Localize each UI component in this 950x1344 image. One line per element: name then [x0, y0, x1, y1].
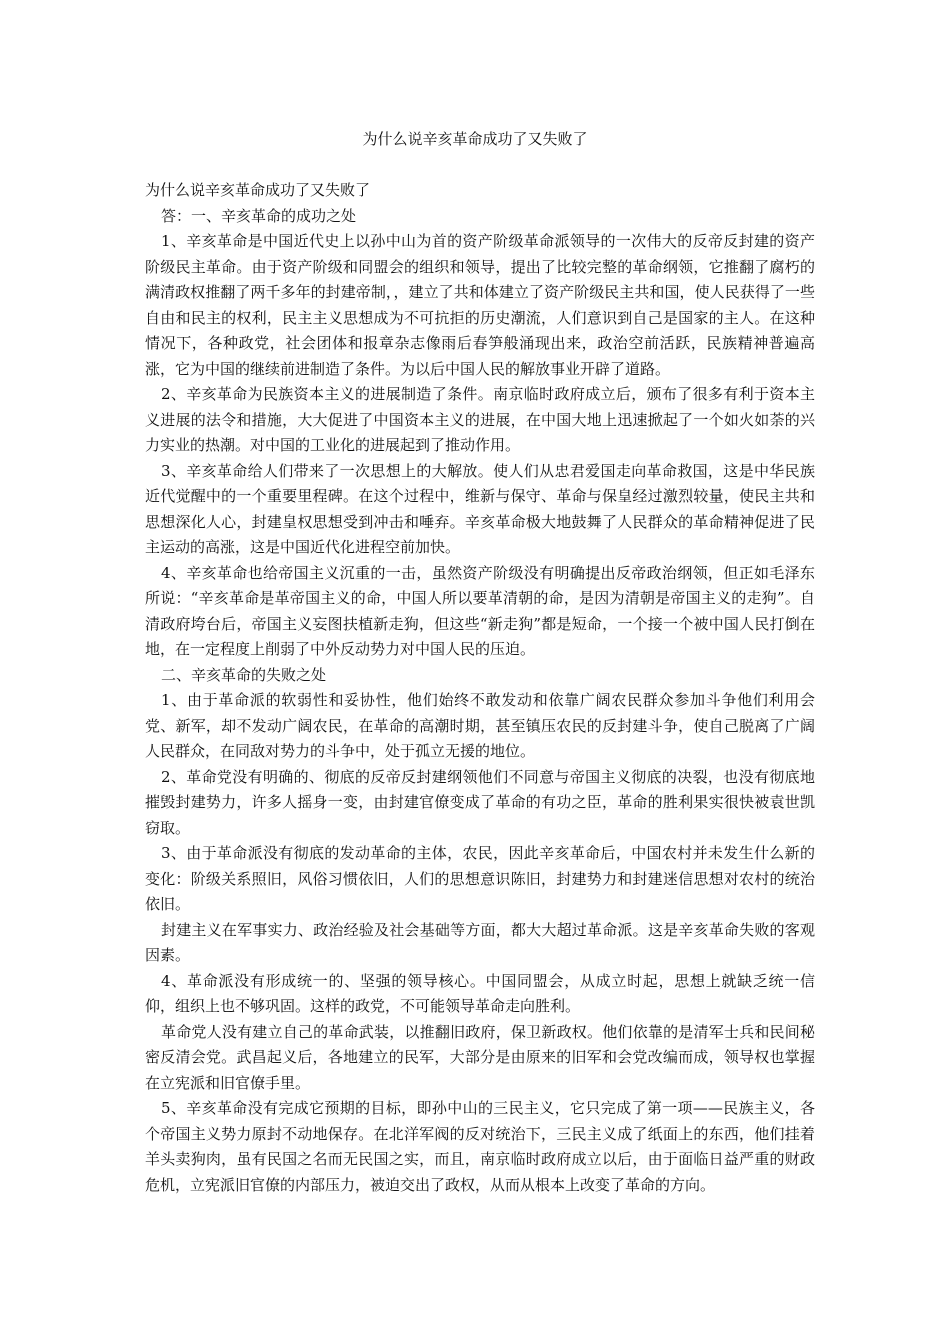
success-point-3: 3、辛亥革命给人们带来了一次思想上的大解放。使人们从忠君爱国走向革命救国，这是中华民族近代觉醒中的一个重要里程碑。在这个过程中，维新与保守、革命与保皇经过激烈较量，使民主共和思想深化人心，封建皇权思想受到冲击和唾弃。辛亥革命极大地鼓舞了人民群众的革命精神促进了民主运动的高涨，这是中国近代化进程空前加快。	[145, 461, 815, 556]
failure-point-4-note: 革命党人没有建立自己的革命武装，以推翻旧政府，保卫新政权。他们依靠的是清军士兵和民间秘密反清会党。武昌起义后，各地建立的民军，大部分是由原来的旧军和会党改编而成，领导权也掌握在立宪派和旧官僚手里。	[145, 1022, 815, 1092]
success-point-2: 2、辛亥革命为民族资本主义的进展制造了条件。南京临时政府成立后，颁布了很多有利于资本主义进展的法令和措施，大大促进了中国资本主义的进展，在中国大地上迅速掀起了一个如火如荼的兴力实业的热潮。对中国的工业化的进展起到了推动作用。	[145, 385, 815, 454]
answer-intro: 答：一、辛亥革命的成功之处	[161, 206, 357, 225]
document-body	[145, 178, 815, 1198]
failure-point-3-note: 封建主义在军事实力、政治经验及社会基础等方面，都大大超过革命派。这是辛亥革命失败的客观因素。	[145, 920, 815, 964]
failure-point-2: 2、革命党没有明确的、彻底的反帝反封建纲领他们不同意与帝国主义彻底的决裂，也没有彻底地摧毁封建势力，许多人摇身一变，由封建官僚变成了革命的有功之臣，革命的胜利果实很快被袁世凯窃取。	[145, 767, 815, 837]
body-heading: 为什么说辛亥革命成功了又失败了	[145, 181, 371, 199]
failure-point-4: 4、革命派没有形成统一的、坚强的领导核心。中国同盟会，从成立时起，思想上就缺乏统一信仰，组织上也不够巩固。这样的政党，不可能领导革命走向胜利。	[145, 971, 815, 1015]
failure-point-3: 3、由于革命派没有彻底的发动革命的主体，农民，因此辛亥革命后，中国农村并未发生什么新的变化：阶级关系照旧，风俗习惯依旧，人们的思想意识陈旧，封建势力和封建迷信思想对农村的统治依旧。	[145, 844, 815, 913]
success-point-1: 1、辛亥革命是中国近代史上以孙中山为首的资产阶级革命派领导的一次伟大的反帝反封建的资产阶级民主革命。由于资产阶级和同盟会的组织和领导，提出了比较完整的革命纲领，它推翻了腐朽的满清政权推翻了两千多年的封建帝制，，建立了共和体建立了资产阶级民主共和国，使人民获得了一些自由和民主的权利，民主主义思想成为不可抗拒的历史潮流，人们意识到自己是国家的主人。在这种情况下，各种政党，社会团体和报章杂志像雨后春笋般涌现出来，政治空前活跃，民族精神普遍高涨，它为中国的继续前进制造了条件。为以后中国人民的解放事业开辟了道路。	[145, 232, 815, 378]
success-point-4: 4、辛亥革命也给帝国主义沉重的一击，虽然资产阶级没有明确提出反帝政治纲领，但正如毛泽东所说：“辛亥革命是革帝国主义的命，中国人所以要革清朝的命，是因为清朝是帝国主义的走狗”。自清政府垮台后，帝国主义妄图扶植新走狗，但这些“新走狗”都是短命，一个接一个被中国人民打倒在地，在一定程度上削弱了中外反动势力对中国人民的压迫。	[145, 563, 815, 658]
failure-section-heading: 二、辛亥革命的失败之处	[161, 665, 327, 684]
failure-point-5: 5、辛亥革命没有完成它预期的目标，即孙中山的三民主义，它只完成了第一项——民族主义，各个帝国主义势力原封不动地保存。在北洋军阀的反对统治下，三民主义成了纸面上的东西，他们挂着羊头卖狗肉，虽有民国之名而无民国之实，而且，南京临时政府成立以后，由于面临日益严重的财政危机，立宪派旧官僚的内部压力，被迫交出了政权，从而从根本上改变了革命的方向。	[145, 1099, 815, 1194]
failure-point-1: 1、由于革命派的软弱性和妥协性，他们始终不敢发动和依靠广阔农民群众参加斗争他们利用会党、新军，却不发动广阔农民，在革命的高潮时期，甚至镇压农民的反封建斗争，使自己脱离了广阔人民群众，在同敌对势力的斗争中，处于孤立无援的地位。	[145, 691, 815, 760]
document-title: 为什么说辛亥革命成功了又失败了	[362, 130, 588, 148]
